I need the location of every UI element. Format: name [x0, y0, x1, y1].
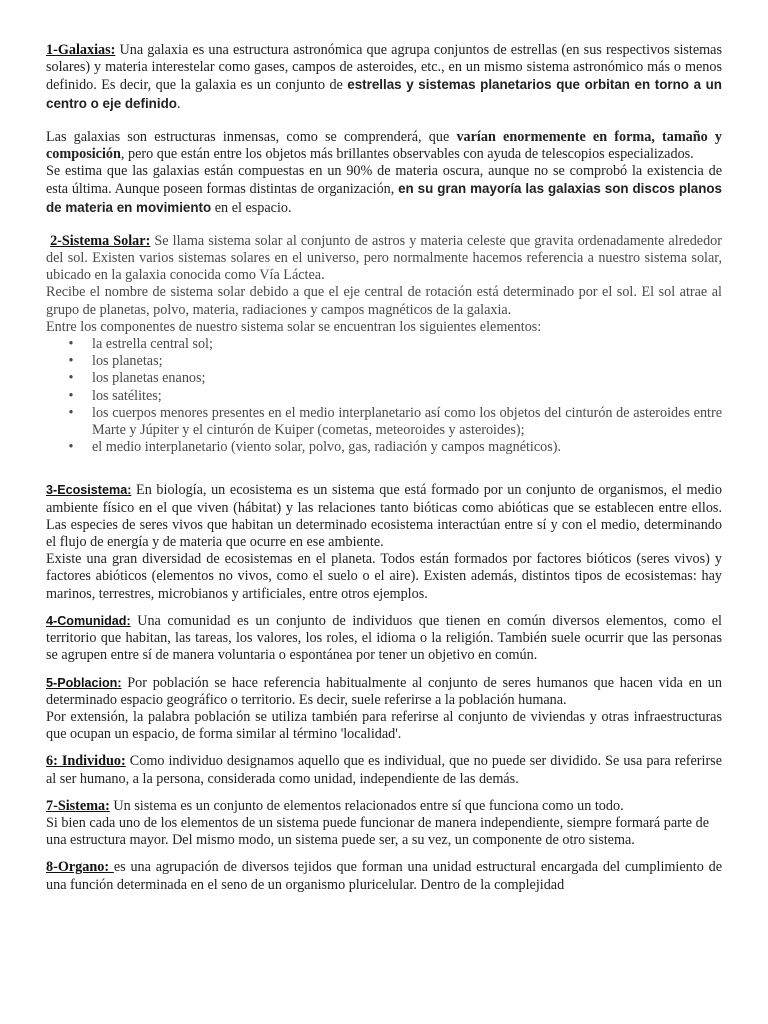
- bullet-icon: •: [68, 370, 74, 387]
- galaxias-text: Una galaxia es una estructura astronómica que agrupa conjuntos de estrellas (en sus respectivos sistemas solares) y materia interestelar como gases, campos de asteroides, etc., en un mismo sistema astronómico más o menos definido. Es decir, que la galaxia es un conjunto de: [46, 42, 722, 94]
- galaxias-heading: 1-Galaxias:: [46, 42, 116, 58]
- list-item-text: el medio interplanetario (viento solar, polvo, gas, radiación y campos magnéticos).: [92, 439, 562, 456]
- ecosistema-heading: 3-Ecosistema:: [46, 483, 132, 498]
- sistema-solar-paragraph-2: Recibe el nombre de sistema solar debido a que el eje central de rotación está determinado por el sol. El sol atrae al grupo de planetas, polvo, materia, radiaciones y campos magnéticos de la galaxia.: [46, 284, 722, 318]
- list-item: [68, 404, 722, 439]
- ecosistema-text: En biología, un ecosistema es un sistema que está formado por un conjunto de organismos, el medio ambiente físico en el que viven (hábitat) y las relaciones tanto bióticas como abióticas que se establecen entre ellos. Las especies de seres vivos que habitan un determinado ecosistema interactúan entre sí y con el medio, determinando el flujo de energía y de materia que ocurre en ese ambiente.: [46, 482, 722, 551]
- list-item-text: los planetas;: [92, 353, 163, 370]
- poblacion-heading: 5-Poblacion:: [46, 675, 122, 690]
- galaxias-p3-bold: en su gran mayoría las galaxias son discos planos de materia en movimiento: [46, 181, 722, 215]
- bullet-icon: •: [68, 404, 74, 421]
- bullet-icon: •: [68, 353, 74, 370]
- galaxias-p2-text-end: , pero que están entre los objetos más brillantes observables con ayuda de telescopios especializados.: [120, 146, 694, 163]
- sistema-paragraph: [46, 798, 722, 815]
- ecosistema-paragraph-2: Existe una gran diversidad de ecosistemas en el planeta. Todos están formados por factores bióticos (seres vivos) y factores abióticos (elementos no vivos, como el suelo o el aire). Existen además, distintos tipos de ecosistemas: hay marinos, terrestres, microbianos y artificiales, entre otros ejemplos.: [46, 551, 722, 602]
- sistema-solar-section: [46, 233, 722, 457]
- organo-text: es una agrupación de diversos tejidos que forman una unidad estructural encargada del cumplimiento de una función determinada en el seno de un organismo pluricelular. Dentro de la complejidad: [46, 859, 722, 893]
- sistema-heading: 7-Sistema:: [46, 797, 110, 814]
- list-item: [68, 336, 722, 353]
- galaxias-p3-text: Se estima que las galaxias están compuestas en un 90% de materia oscura, aunque no se comprobó la existencia de esta última. Aunque poseen formas distintas de organización,: [46, 163, 722, 198]
- list-item: [68, 370, 722, 387]
- list-item-text: los planetas enanos;: [92, 370, 206, 387]
- list-item: [68, 387, 722, 405]
- bullet-icon: •: [68, 336, 74, 353]
- sistema-solar-list: [46, 336, 722, 456]
- ecosistema-paragraph: [46, 482, 722, 551]
- list-item-text: los cuerpos menores presentes en el medio interplanetario así como los objetos del cinturón de asteroides entre Marte y Júpiter y el cinturón de Kuiper (cometas, meteoroides y asteroides);: [92, 404, 722, 439]
- list-item-text: los satélites;: [92, 387, 162, 404]
- individuo-heading: 6: Individuo:: [46, 753, 126, 770]
- sistema-paragraph-2: Si bien cada uno de los elementos de un sistema puede funcionar de manera independiente, siempre formará parte de una estructura mayor. Del mismo modo, un sistema puede ser, a su vez, un componente de otro sistema.: [46, 814, 710, 849]
- galaxias-bold: estrellas y sistemas planetarios que orbitan en torno a un centro o eje definido: [46, 77, 722, 111]
- sistema-text: Un sistema es un conjunto de elementos relacionados entre sí que funciona como un todo.: [109, 797, 624, 814]
- list-item: [68, 439, 722, 456]
- list-item: [68, 353, 722, 370]
- bullet-icon: •: [68, 439, 74, 456]
- poblacion-text: Por población se hace referencia habitualmente al conjunto de seres humanos que hacen vida en un determinado espacio geográfico o territorio. Es decir, suele referirse a la población humana.: [46, 674, 722, 708]
- comunidad-paragraph: [46, 613, 722, 665]
- document-page: [46, 42, 722, 894]
- individuo-paragraph: [46, 753, 722, 787]
- galaxias-paragraph: [46, 42, 722, 113]
- comunidad-text: Una comunidad es un conjunto de individuos que tienen en común diversos elementos, como el territorio que habitan, las tareas, los valores, los roles, el idioma o la religión. También suele ocurrir que las personas se agrupen entre sí de manera voluntaria o espontánea por tener un objetivo en común.: [46, 612, 722, 664]
- galaxias-p2-bold: varían enormemente en forma, tamaño y composición: [46, 128, 722, 163]
- galaxias-paragraph-2: [46, 129, 722, 163]
- comunidad-heading: 4-Comunidad:: [46, 613, 131, 628]
- galaxias-paragraph-3: [46, 163, 722, 217]
- individuo-text: Como individuo designamos aquello que es individual, que no puede ser dividido. Se usa para referirse al ser humano, a la persona, considerada como unidad, independiente de las demás.: [46, 753, 723, 787]
- galaxias-p3-text-end: en el espacio.: [211, 199, 292, 216]
- galaxias-text-end: .: [176, 95, 181, 112]
- sistema-solar-text: Se llama sistema solar al conjunto de astros y materia celeste que gravita ordenadamente alrededor del sol. Existen varios sistemas solares en el universo, pero normalmente hacemos referencia a nuestro sistema solar, ubicado en la galaxia conocida como Vía Láctea.: [46, 232, 722, 284]
- organo-heading: 8-Organo:: [46, 859, 114, 876]
- galaxias-p2-text: Las galaxias son estructuras inmensas, como se comprenderá, que: [46, 128, 457, 145]
- sistema-solar-paragraph-3: Entre los componentes de nuestro sistema solar se encuentran los siguientes elementos:: [46, 318, 542, 335]
- sistema-solar-paragraph: [46, 233, 722, 285]
- poblacion-paragraph: [46, 675, 722, 709]
- organo-paragraph: [46, 859, 722, 893]
- list-item-text: la estrella central sol;: [92, 336, 213, 353]
- sistema-solar-heading: 2-Sistema Solar:: [50, 232, 151, 249]
- poblacion-paragraph-2: Por extensión, la palabra población se utiliza también para referirse al conjunto de viviendas y otras infraestructuras que ocupan un espacio, de forma similar al término 'localidad'.: [46, 708, 722, 743]
- bullet-icon: •: [68, 387, 74, 404]
